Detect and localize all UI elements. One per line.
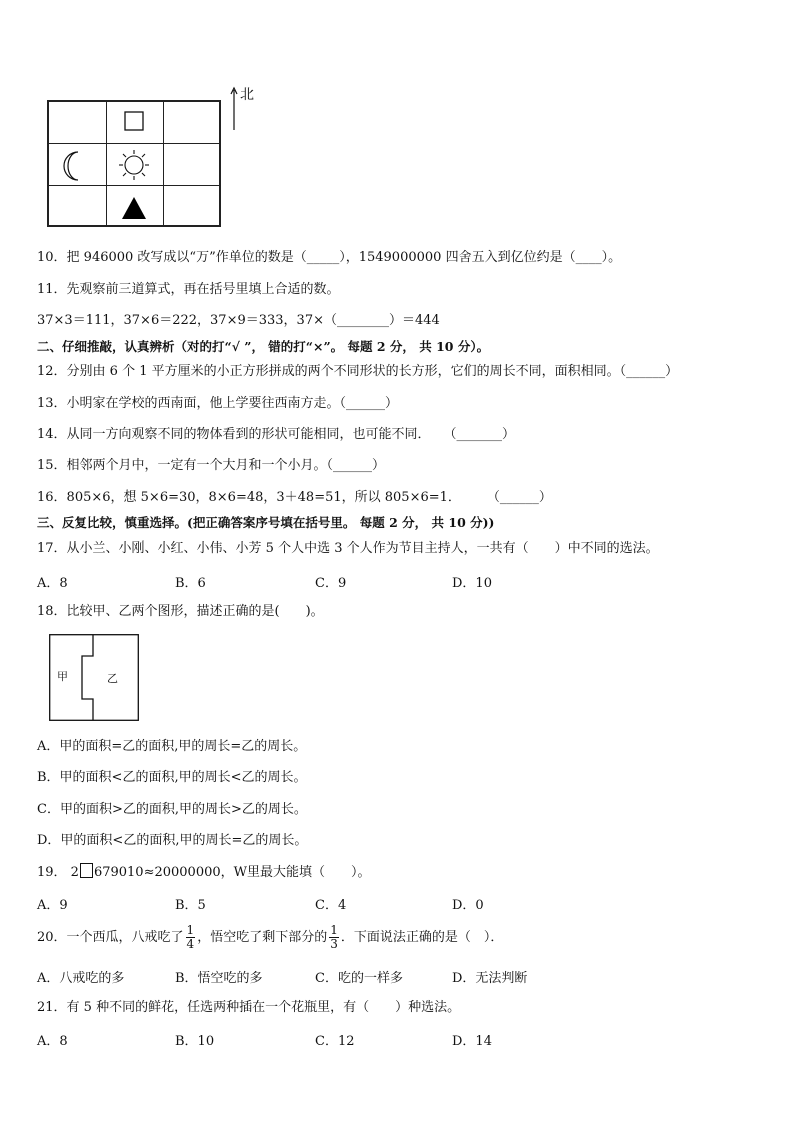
triangle-icon	[122, 197, 146, 219]
direction-grid	[47, 100, 221, 227]
option-c: C．4	[315, 898, 347, 913]
option-d: D．14	[452, 1034, 492, 1049]
question-18-option-a: A．甲的面积=乙的面积,甲的周长=乙的周长。	[37, 739, 307, 754]
section-2-heading: 二、仔细推敲，认真辨析（对的打“√ ”， 错的打“×”。 每题 2 分， 共 10 分）。	[37, 339, 490, 354]
option-d: D．10	[452, 576, 492, 591]
option-a: A．8	[37, 576, 68, 591]
blank-box	[80, 863, 93, 878]
question-12: 12．分别由 6 个 1 平方厘米的小正方形拼成的两个不同形状的长方形，它们的周长不同，面积相同。（______）	[37, 364, 679, 379]
north-label: 北	[240, 87, 254, 103]
question-19: 19． 2 679010≈20000000，W里最大能填（ ）。	[37, 865, 371, 880]
moon-icon	[64, 152, 78, 180]
option-b: B．悟空吃的多	[175, 971, 263, 986]
fraction-one-quarter: $\frac{1}{4}$	[186, 923, 195, 951]
label-yi: 乙	[107, 672, 118, 685]
question-10: 10．把 946000 改写成以“万”作单位的数是（_____），1549000000 四舍五入到亿位约是（____）。	[37, 250, 622, 265]
section-3-heading: 三、反复比较，慎重选择。(把正确答案序号填在括号里。 每题 2 分， 共 10 分))	[37, 515, 495, 530]
option-c: C．9	[315, 576, 347, 591]
option-b: B．10	[175, 1034, 215, 1049]
question-16: 16．805×6，想 5×6=30，8×6=48，3＋48=51，所以 805×6=1． （______）	[37, 490, 552, 505]
question-11: 11．先观察前三道算式，再在括号里填上合适的数。	[37, 282, 340, 297]
option-c: C．吃的一样多	[315, 971, 403, 986]
option-d: D．0	[452, 898, 484, 913]
option-a: A．9	[37, 898, 68, 913]
option-c: C．12	[315, 1034, 355, 1049]
fraction-one-third: $\frac{1}{3}$	[330, 923, 338, 951]
question-18-option-b: B．甲的面积<乙的面积,甲的周长<乙的周长。	[37, 770, 307, 785]
question-18-option-c: C．甲的面积>乙的面积,甲的周长>乙的周长。	[37, 802, 307, 817]
option-b: B．5	[175, 898, 206, 913]
option-d: D．无法判断	[452, 971, 528, 986]
north-arrow-icon	[230, 86, 238, 130]
option-b: B．6	[175, 576, 206, 591]
figure-jia-yi	[49, 634, 139, 721]
option-a: A．八戒吃的多	[37, 971, 125, 986]
sun-icon	[119, 150, 149, 180]
question-18: 18．比较甲、乙两个图形，描述正确的是( )。	[37, 604, 324, 619]
question-18-option-d: D．甲的面积<乙的面积,甲的周长=乙的周长。	[37, 833, 308, 848]
grid-symbols	[48, 101, 220, 226]
question-14: 14．从同一方向观察不同的物体看到的形状可能相同，也可能不同． （_______）	[37, 427, 516, 442]
question-13: 13．小明家在学校的西南面，他上学要往西南方走。（______）	[37, 396, 399, 411]
square-icon	[125, 112, 143, 130]
question-17: 17．从小兰、小刚、小红、小伟、小芳 5 个人中选 3 个人作为节目主持人，一共有（ ）中不同的选法。	[37, 541, 659, 556]
question-21: 21．有 5 种不同的鲜花，任选两种插在一个花瓶里，有（ ）种选法。	[37, 1000, 461, 1015]
label-jia: 甲	[57, 670, 68, 683]
question-11-expression: 37×3＝111，37×6＝222，37×9＝333，37×（________）＝444	[37, 313, 440, 328]
option-a: A．8	[37, 1034, 68, 1049]
question-15: 15．相邻两个月中，一定有一个大月和一个小月。（______）	[37, 458, 386, 473]
question-20: 20．一个西瓜，八戒吃了 $\frac{1}{4}$ ，悟空吃了剩下部分的 $\frac{1}{3}$ ．下面说法正确的是（ ）．	[37, 923, 504, 951]
